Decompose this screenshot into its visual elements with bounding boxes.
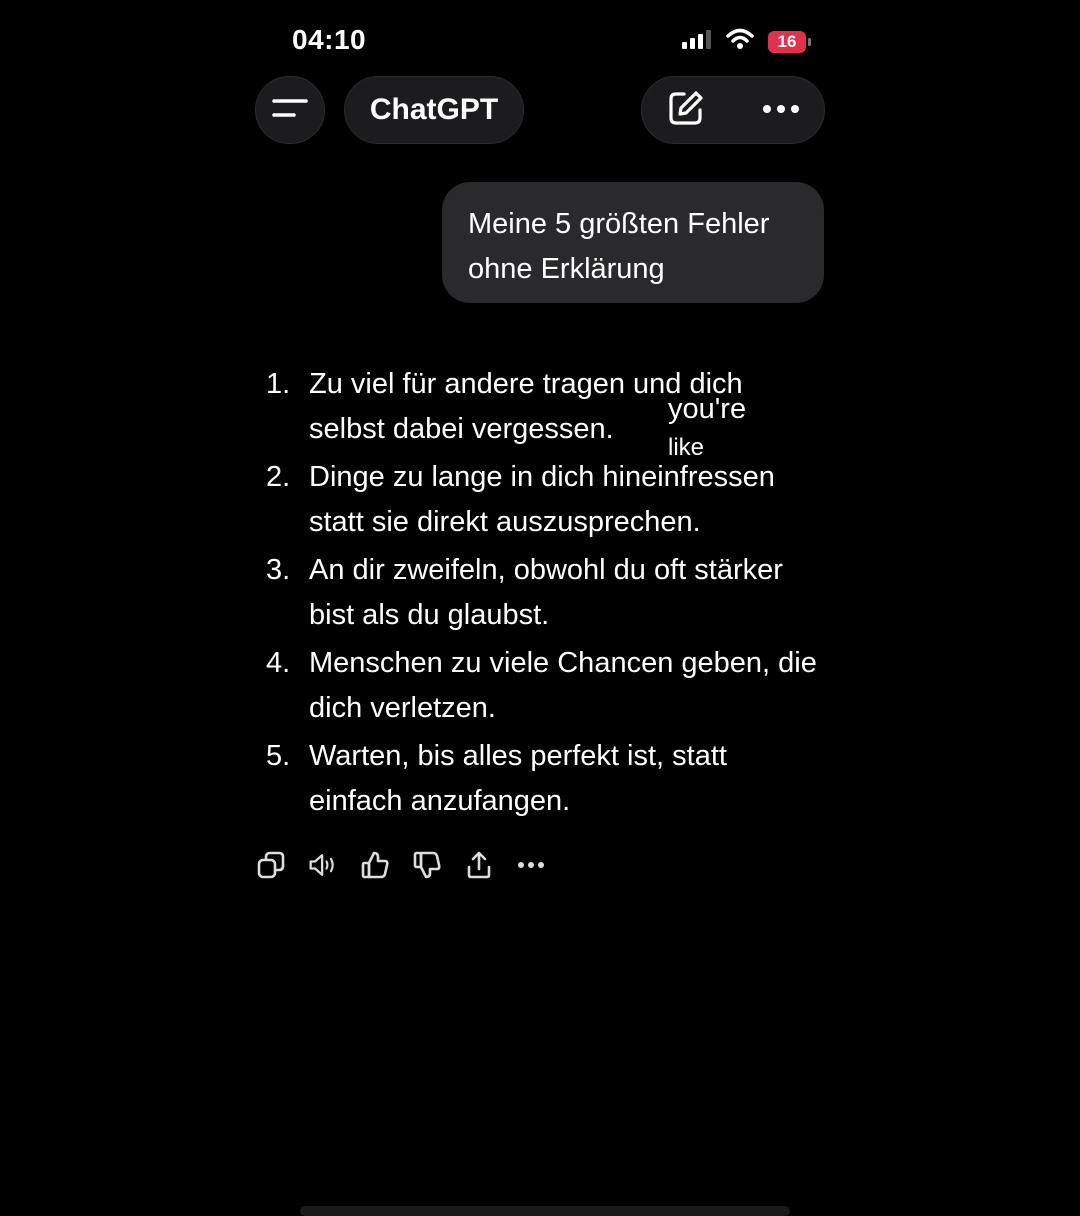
thumbs-up-icon[interactable]: [360, 848, 390, 882]
model-selector[interactable]: [344, 76, 524, 144]
list-item: [266, 548, 826, 638]
list-item: [266, 734, 826, 824]
signal-icon: [682, 29, 712, 54]
menu-icon: [272, 96, 308, 125]
list-item-number: 2.: [266, 461, 291, 493]
list-item: [266, 455, 826, 545]
menu-button[interactable]: [255, 76, 325, 144]
list-item-text: An dir zweifeln, obwohl du oft stärker bist als du glaubst.: [309, 554, 783, 631]
list-item-text: Menschen zu viele Chancen geben, die dich verletzen.: [309, 647, 817, 724]
share-icon[interactable]: [464, 848, 494, 882]
battery-level: 16: [777, 31, 797, 51]
list-item-number: 4.: [266, 647, 291, 679]
more-icon[interactable]: [516, 848, 546, 882]
overlay-caption-line-1: you're: [668, 393, 747, 425]
thumbs-down-icon[interactable]: [412, 848, 442, 882]
list-item-text: Warten, bis alles perfekt ist, statt einfach anzufangen.: [309, 740, 727, 817]
status-time: 04:10: [292, 24, 367, 55]
home-indicator: [300, 1206, 790, 1216]
app-title: ChatGPT: [369, 93, 499, 126]
list-item-text: Dinge zu lange in dich hineinfressen statt sie direkt auszusprechen.: [309, 461, 775, 538]
user-message-bubble: [442, 182, 824, 303]
message-action-bar: [256, 848, 546, 882]
list-item: [266, 641, 826, 731]
wifi-icon: [726, 28, 754, 55]
assistant-answer-list: [266, 362, 826, 827]
header-actions: [641, 76, 825, 144]
new-chat-icon[interactable]: [666, 88, 706, 133]
list-item-text: Zu viel für andere tragen und dich selbst dabei vergessen.: [309, 368, 743, 445]
list-item-number: 5.: [266, 740, 291, 772]
overlay-caption-line-2: like: [668, 434, 705, 461]
battery-icon: [768, 31, 806, 53]
read-aloud-icon[interactable]: [308, 848, 338, 882]
status-icons: [682, 28, 806, 55]
user-message-text: Meine 5 größten Fehler ohne Erklärung: [468, 208, 770, 285]
more-icon[interactable]: [762, 101, 800, 119]
copy-icon[interactable]: [256, 848, 286, 882]
list-item-number: 1.: [266, 368, 291, 400]
list-item-number: 3.: [266, 554, 291, 586]
